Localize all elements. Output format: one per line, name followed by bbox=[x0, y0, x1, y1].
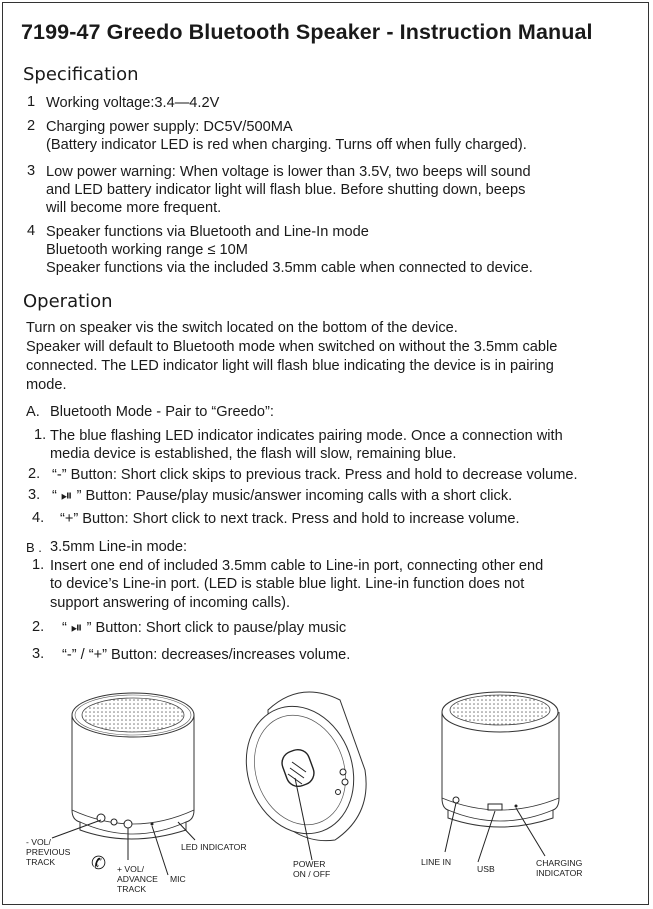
section-a-item-number: 4. bbox=[32, 510, 45, 526]
spec-item-line: Charging power supply: DC5V/500MA bbox=[46, 119, 293, 135]
section-b-item-line: to device’s Line-in port. (LED is stable blue light. Line-in function does not bbox=[50, 576, 525, 592]
spec-item-line: Speaker functions via Bluetooth and Line-In mode bbox=[46, 224, 369, 240]
operation-intro-line: Turn on speaker vis the switch located on the bottom of the device. bbox=[26, 320, 458, 336]
phone-icon: ✆ bbox=[91, 853, 107, 873]
section-b-title: 3.5mm Line-in mode: bbox=[50, 539, 188, 555]
section-b-item-line: support answering of incoming calls). bbox=[50, 595, 291, 611]
section-b-item-number: 1. bbox=[32, 557, 45, 573]
spec-item-number: 4 bbox=[27, 223, 36, 239]
section-a-item-number: 1. bbox=[34, 427, 47, 443]
label-vol-minus: - VOL/ PREVIOUS TRACK bbox=[26, 837, 71, 867]
mic-hole-icon bbox=[151, 823, 154, 826]
section-a-letter: A. bbox=[26, 404, 40, 420]
spec-item-number: 1 bbox=[27, 94, 36, 110]
section-b-item-number: 2. bbox=[32, 619, 45, 635]
spec-item-line: Speaker functions via the included 3.5mm cable when connected to device. bbox=[46, 260, 533, 276]
section-a-item-line: “ ⏯ ” Button: Pause/play music/answer incoming calls with a short click. bbox=[52, 488, 513, 504]
operation-heading: Operation bbox=[23, 291, 113, 312]
section-a-item-line: “+” Button: Short click to next track. Press and hold to increase volume. bbox=[60, 511, 520, 527]
label-usb: USB bbox=[477, 864, 495, 874]
line-in-port-icon bbox=[453, 797, 459, 803]
charging-led-icon bbox=[515, 805, 518, 808]
label-line-in: LINE IN bbox=[421, 857, 452, 867]
page-title: 7199-47 Greedo Bluetooth Speaker - Instruction Manual bbox=[21, 20, 593, 44]
spec-item-line: Working voltage:3.4—4.2V bbox=[46, 95, 220, 111]
spec-item-line: (Battery indicator LED is red when charging. Turns off when fully charged). bbox=[46, 137, 527, 153]
label-mic: MIC bbox=[170, 874, 186, 884]
speaker-bottom-view bbox=[229, 691, 371, 860]
spec-item-number: 2 bbox=[27, 118, 36, 134]
spec-item-line: and LED battery indicator light will flash blue. Before shutting down, beeps bbox=[46, 182, 526, 198]
section-a-item-number: 2. bbox=[28, 466, 41, 482]
section-a-item-line: The blue flashing LED indicator indicates pairing mode. Once a connection with bbox=[50, 428, 563, 444]
operation-intro-line: connected. The LED indicator light will flash blue indicating the device is in pairing bbox=[26, 358, 554, 374]
spec-heading: Specification bbox=[23, 64, 139, 85]
label-power: POWER ON / OFF bbox=[293, 859, 331, 879]
spec-item-line: Low power warning: When voltage is lower than 3.5V, two beeps will sound bbox=[46, 164, 531, 180]
section-a-item-line: “-” Button: Short click skips to previous track. Press and hold to decrease volume. bbox=[52, 467, 578, 483]
label-vol-plus: + VOL/ ADVANCE TRACK bbox=[117, 864, 158, 894]
play-pause-button-icon bbox=[111, 819, 117, 825]
usb-port-icon bbox=[488, 804, 502, 810]
section-b-item-line: “ ⏯ ” Button: Short click to pause/play music bbox=[62, 620, 347, 636]
section-b-item-line: Insert one end of included 3.5mm cable to Line-in port, connecting other end bbox=[50, 558, 544, 574]
spec-item-line: will become more frequent. bbox=[46, 200, 222, 216]
section-b-item-number: 3. bbox=[32, 646, 45, 662]
spec-item-number: 3 bbox=[27, 163, 36, 179]
section-b-letter: B . bbox=[26, 540, 42, 555]
section-a-item-line: media device is established, the flash will slow, remaining blue. bbox=[50, 446, 457, 462]
vol-plus-button-icon bbox=[124, 820, 132, 828]
spec-item-line: Bluetooth working range ≤ 10M bbox=[46, 242, 248, 258]
speaker-front-view bbox=[52, 693, 195, 875]
label-charging-indicator: CHARGING INDICATOR bbox=[536, 858, 583, 878]
section-b-item-line: “-” / “+” Button: decreases/increases volume. bbox=[62, 647, 351, 663]
operation-intro-line: mode. bbox=[26, 377, 67, 393]
label-led-indicator: LED INDICATOR bbox=[181, 842, 247, 852]
speaker-back-view bbox=[442, 692, 559, 862]
operation-intro-line: Speaker will default to Bluetooth mode when switched on without the 3.5mm cable bbox=[26, 339, 558, 355]
section-a-item-number: 3. bbox=[28, 487, 41, 503]
section-a-title: Bluetooth Mode - Pair to “Greedo”: bbox=[50, 404, 274, 420]
